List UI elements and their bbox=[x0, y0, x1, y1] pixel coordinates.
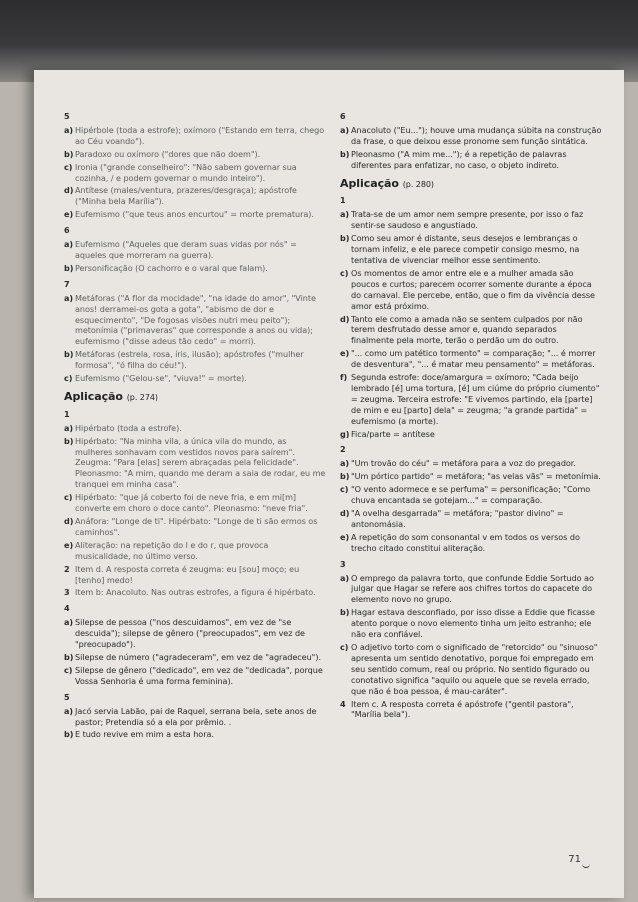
left-column bbox=[64, 106, 326, 742]
answer-item: c) O adjetivo torto com o significado de "retorcido" ou "sinuoso" apresenta um sentido denotativo, porque foi empregado em seu sentido comum, real ou próprio. No sentido figurado ou conotativo significa "aquilo ou aquele que se revela errado, que não é boa pessoa, é mau-caráter". bbox=[340, 641, 598, 696]
answer-item: a) "Um trovão do céu" = metáfora para a voz do pregador. bbox=[340, 458, 576, 469]
answer-item: c) Ironia ("grande conselheiro": "Não sabem governar sua cozinha, / e podem governar o mundo inteiro"). bbox=[64, 161, 297, 183]
answer-item: e) "... como um patético tormento" = comparação; "... é morrer de desventura", "... é matar meu pensamento" = metáforas. bbox=[340, 348, 596, 370]
question-number: 1 bbox=[64, 408, 70, 419]
question-number: 5 bbox=[64, 691, 70, 702]
answer-item: b) Pleonasmo ("A mim me..."); é a repetição de palavras diferentes para enfatizar, no caso, o objeto indireto. bbox=[340, 148, 567, 170]
question-number: 5 bbox=[64, 111, 70, 121]
answer-item: a) Metáforas ("A flor da mocidade", "na idade do amor", "Vinte anos! derramei-os gota a gota", "abismo de dor e esquecimento", "De fogosas visões nutri meu peito"); metonímia ("primaveras" que corresponde a anos ou vida); eufemismo ("disse adeus tão cedo" = morri). bbox=[64, 292, 316, 347]
right-column bbox=[340, 106, 602, 722]
answer-item: e) Eufemismo ("que teus anos encurtou" = morte prematura). bbox=[64, 209, 314, 220]
answer-item: d) Tanto ele como a amada não se sentem culpados por não terem desfrutado desse amor e, quando separados finalmente pela morte, terão o perdão um do outro. bbox=[340, 313, 583, 346]
answer-item: b) Metáforas (estrela, rosa, íris, ilusão); apóstrofes ("mulher formosa", "ó filha do céu!"). bbox=[64, 349, 304, 371]
question-number: 6 bbox=[340, 111, 346, 121]
answer-item: b) E tudo revive em mim a esta hora. bbox=[64, 729, 214, 740]
answer-item: a) Anacoluto ("Eu..."); houve uma mudança súbita na construção da frase, o que deixou esse pronome sem função sintática. bbox=[340, 124, 602, 146]
answer-item: c) Hipérbato: "que já coberto foi de neve fria, e em mi[m] converte em choro o doce canto". Pleonasmo: "neve fria". bbox=[64, 492, 308, 514]
answer-item: b) "Um pórtico partido" = metáfora; "as velas vãs" = metonímia. bbox=[340, 471, 601, 482]
section-heading: Aplicação (p. 280) bbox=[340, 176, 434, 190]
answer-item: b) Silepse de número ("agradeceram", em vez de "agradeceu"). bbox=[64, 651, 321, 662]
answer-item: d) Anáfora: "Longe de ti". Hipérbato: "Longe de ti são ermos os caminhos". bbox=[64, 516, 318, 537]
answer-item: a) Jacó servia Labão, pai de Raquel, serrana bela, sete anos de pastor; Pretendia só a ela por prêmio. . bbox=[64, 705, 317, 727]
answer-item: b) Como seu amor é distante, seus desejos e lembranças o tornam infeliz, e ele parece competir consigo mesmo, na tentativa de vivenciar melhor esse sentimento. bbox=[340, 233, 580, 265]
answer-item: 4 Item c. A resposta correta é apóstrofe ("gentil pastora", "Marília bela"). bbox=[340, 698, 574, 720]
answer-item: c) Eufemismo ("Gelou-se", "viuva!" = morte). bbox=[64, 373, 247, 384]
answer-item: b) Hagar estava desconfiado, por isso disse a Eddie que ficasse atento porque o novo elemento tinha um jeito estranho; ele não era confiável. bbox=[340, 607, 595, 640]
answer-item: c) Os momentos de amor entre ele e a mulher amada são poucos e curtos; parecem ocorrer somente durante a época do carnaval. Ele percebe, então, que o fim da vivência desse amor está próximo. bbox=[340, 267, 595, 311]
answer-item: a) O emprego da palavra torto, que confunde Eddie Sortudo ao julgar que Hagar se refere aos chifres tortos do capacete do elemento novo no grupo. bbox=[340, 572, 594, 605]
answer-item: 3 Item b: Anacoluto. Nas outras estrofes, a figura é hipérbato. bbox=[64, 587, 316, 598]
answer-item: f) Segunda estrofe: doce/amargura = oxímoro; "Cada beijo lembrado [é] uma tortura, [é] um ciúme do próprio ciumento" = zeugma. Terceira estrofe: "E vivemos partindo, ela [parte] de mim e eu [parto] dela" = zeugma; "a grande partida" = eufemismo (a morte). bbox=[340, 372, 600, 426]
question-number: 4 bbox=[64, 603, 70, 614]
answer-item: b) Personificação (O cachorro e o varal que falam). bbox=[64, 262, 268, 273]
answer-item: a) Trata-se de um amor nem sempre presente, por isso o faz sentir-se saudoso e angustiado. bbox=[340, 209, 584, 231]
answer-item: a) Hipérbole (toda a estrofe); oxímoro ("Estando em terra, chego ao Céu voando"). bbox=[64, 124, 325, 146]
question-number: 1 bbox=[340, 195, 346, 206]
answer-item: a) Eufemismo ("Aqueles que deram suas vidas por nós" = aqueles que morreram na guerra). bbox=[64, 239, 297, 260]
section-heading: Aplicação (p. 274) bbox=[64, 389, 158, 403]
answer-item: c) Silepse de gênero ("dedicado", em vez de "dedicada", porque Vossa Senhoria é uma forma feminina). bbox=[64, 664, 323, 686]
question-number: 7 bbox=[64, 278, 70, 289]
question-number: 2 bbox=[340, 444, 346, 455]
answer-item: e) A repetição do som consonantal v em todos os versos do trecho citado constitui aliteração. bbox=[340, 531, 580, 553]
page-number: 71 bbox=[568, 854, 590, 868]
answer-item: b) Paradoxo ou oxímoro ("dores que não doem"). bbox=[64, 148, 261, 159]
answer-key-page bbox=[34, 70, 624, 898]
question-number: 3 bbox=[340, 558, 346, 569]
answer-item: c) "O vento adormece e se perfuma" = personificação; "Como chuva encantada se gotejam..." = comparação. bbox=[340, 484, 591, 506]
handwritten-mark-icon bbox=[582, 861, 590, 868]
answer-item: a) Silepse de pessoa ("nos descuidamos", em vez de "se descuida"); silepse de gênero ("preocupados", em vez de "preocupado"). bbox=[64, 617, 305, 650]
answer-item: a) Hipérbato (toda a estrofe). bbox=[64, 422, 182, 433]
answer-item: d) "A ovelha desgarrada" = metáfora; "pastor divino" = antonomásia. bbox=[340, 508, 564, 529]
answer-item: d) Antítese (males/ventura, prazeres/desgraça); apóstrofe ("Minha bela Marília"). bbox=[64, 185, 297, 207]
answer-item: g) Fica/parte = antítese bbox=[340, 428, 435, 439]
answer-item: 2 Item d. A resposta correta é zeugma: eu [sou] moço; eu [tenho] medo! bbox=[64, 563, 300, 585]
answer-item: e) Aliteração: na repetição do l e do r, que provoca musicalidade, no último verso. bbox=[64, 539, 269, 561]
answer-item: b) Hipérbato: "Na minha vila, a única vila do mundo, as mulheres sonhavam com vestidos novos para saírem". Zeugma: "Para [elas] serem abraçadas pela felicidade". Pleonasmo: "A mim, quando me deram a saia de rodar, eu me tranquei em minha casa". bbox=[64, 435, 326, 490]
question-number: 6 bbox=[64, 225, 70, 236]
